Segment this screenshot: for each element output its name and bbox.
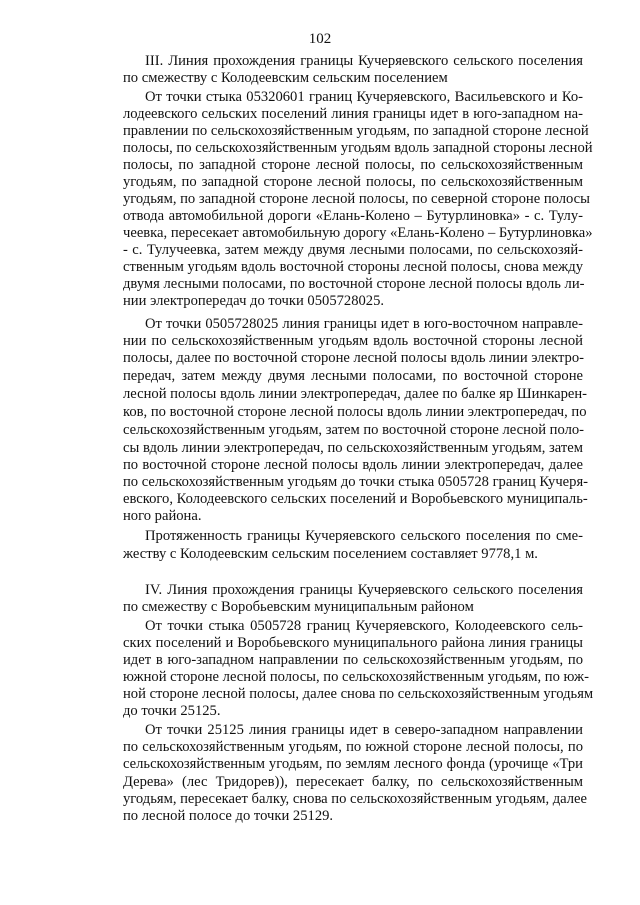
paragraph-line: угодьям, по западной стороне лесной полосы, по северной стороне полосы — [123, 191, 590, 207]
paragraph-line: лодеевского сельских поселений линия границы идет в юго-западном на- — [123, 106, 583, 122]
paragraph-line: отвода автомобильной дороги «Елань-Колено – Бутурлиновка» - с. Тулу- — [123, 208, 583, 224]
paragraph-line: по восточной стороне лесной полосы вдоль линии электропередач, далее — [123, 457, 583, 473]
paragraph-line: угодьям, по западной стороне лесной полосы, по сельскохозяйственным — [123, 174, 583, 190]
section-heading-line: по смежеству с Воробьевским муниципальным районом — [123, 599, 474, 615]
paragraph-line: От точки стыка 0505728 границ Кучеряевского, Колодеевского сель- — [145, 618, 583, 634]
paragraph-line: нии электропередач до точки 0505728025. — [123, 293, 385, 309]
paragraph-line: полосы, по западной стороне лесной полосы, по сельскохозяйственным — [123, 157, 583, 173]
paragraph-line: Дерева» (лес Тридорев)), пересекает балку, по сельскохозяйственным — [123, 774, 583, 790]
paragraph-line: угодьям, пересекает балку, снова по сельскохозяйственным угодьям, далее — [123, 791, 588, 807]
paragraph-line: чеевка, пересекает автомобильную дорогу «Елань-Колено – Бутурлиновка» — [123, 225, 593, 241]
paragraph-line: сельскохозяйственным угодьям, по землям лесного фонда (урочище «Три — [123, 756, 583, 772]
paragraph-line: лесной полосы вдоль линии электропередач, далее по балке яр Шинкарен- — [123, 386, 588, 402]
section-heading-line: IV. Линия прохождения границы Кучеряевского сельского поселения — [145, 582, 583, 598]
paragraph-line: евского, Колодеевского сельских поселений и Воробьевского муниципаль- — [123, 491, 588, 507]
paragraph-line: полосы, далее по восточной стороне лесной полосы вдоль линии электро- — [123, 350, 584, 366]
paragraph-line: идет в юго-западном направлении по сельскохозяйственным угодьям, по — [123, 652, 583, 668]
paragraph-line: ного района. — [123, 508, 202, 524]
section-heading-line: III. Линия прохождения границы Кучеряевского сельского поселения — [145, 53, 583, 69]
paragraph-line: по лесной полосе до точки 25129. — [123, 808, 334, 824]
paragraph-line: сы вдоль линии электропередач, по сельскохозяйственным угодьям, затем — [123, 440, 583, 456]
paragraph-line: передач, затем между двумя лесными полосами, по восточной стороне — [123, 368, 583, 384]
paragraph-line: ной стороне лесной полосы, далее снова по сельскохозяйственным угодьям — [123, 686, 594, 702]
paragraph-line: Протяженность границы Кучеряевского сельского поселения по сме- — [145, 528, 583, 544]
paragraph-line: полосы, по сельскохозяйственным угодьям вдоль западной стороны лесной — [123, 140, 593, 156]
paragraph-line: нии по сельскохозяйственным угодьям вдоль восточной стороны лесной — [123, 333, 583, 349]
paragraph-line: От точки стыка 05320601 границ Кучеряевского, Васильевского и Ко- — [145, 89, 583, 105]
paragraph-line: сельскохозяйственным угодьям, затем по восточной стороне лесной поло- — [123, 422, 585, 438]
paragraph-line: ских поселений и Воробьевского муниципального района линия границы — [123, 635, 583, 651]
paragraph-line: южной стороне лесной полосы, по сельскохозяйственным угодьям, по юж- — [123, 669, 589, 685]
paragraph-line: по сельскохозяйственным угодьям до точки стыка 0505728 границ Кучеря- — [123, 474, 589, 490]
paragraph-line: - с. Тулучеевка, затем между двумя лесными полосами, по сельскохозяй- — [123, 242, 583, 258]
paragraph-line: жеству с Колодеевским сельским поселением составляет 9778,1 м. — [123, 546, 538, 562]
paragraph-line: ственным угодьям вдоль восточной стороны лесной полосы, снова между — [123, 259, 583, 275]
paragraph-line: до точки 25125. — [123, 703, 221, 719]
paragraph-line: ков, по восточной стороне лесной полосы вдоль линии электропередач, по — [123, 404, 587, 420]
paragraph-line: по сельскохозяйственным угодьям, по южной стороне лесной полосы, по — [123, 739, 583, 755]
section-heading-line: по смежеству с Колодеевским сельским поселением — [123, 70, 448, 86]
page-number: 102 — [308, 31, 332, 47]
paragraph-line: двумя лесными полосами, по восточной стороне лесной полосы вдоль ли- — [123, 276, 585, 292]
paragraph-line: От точки 25125 линия границы идет в северо-западном направлении — [145, 722, 583, 738]
paragraph-line: правлении по сельскохозяйственным угодьям, по западной стороне лесной — [123, 123, 589, 139]
paragraph-line: От точки 0505728025 линия границы идет в юго-восточном направле- — [145, 316, 583, 332]
